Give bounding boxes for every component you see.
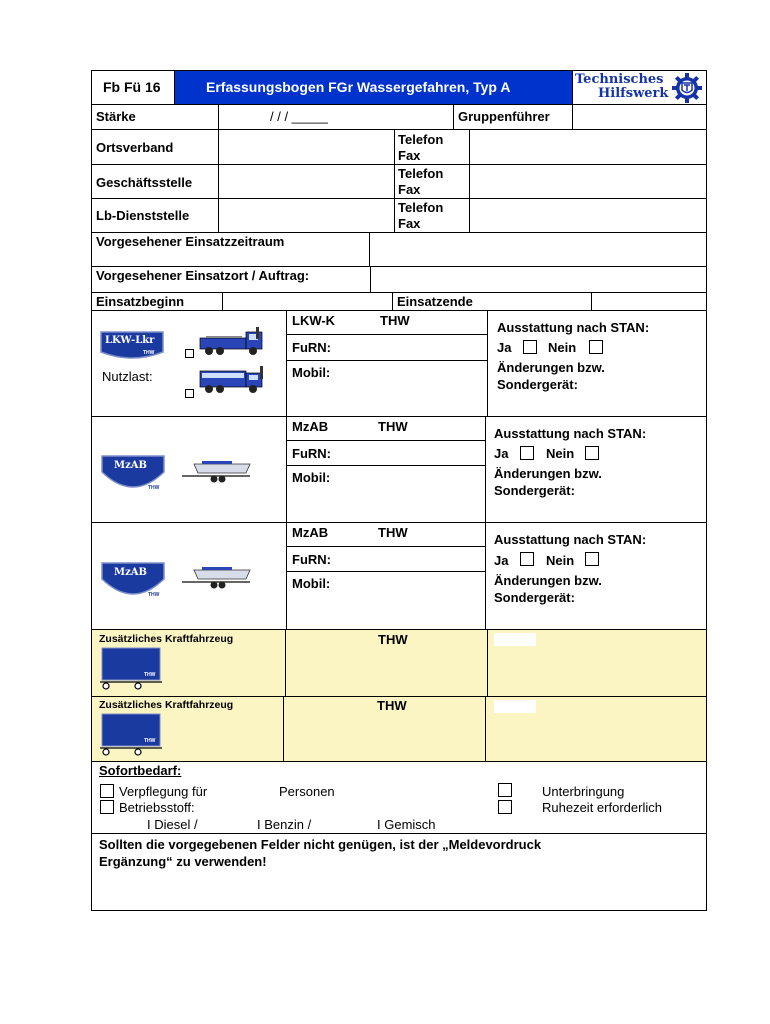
personen-label: Personen xyxy=(279,784,335,799)
truck-box-icon xyxy=(198,364,272,396)
mzab1-ja-label: Ja xyxy=(494,446,509,461)
staerke-slashes: / / / _____ xyxy=(270,109,328,124)
mzab1-org-label: THW xyxy=(378,419,408,434)
ortsverband-label: Ortsverband xyxy=(96,140,174,155)
logo-text-hilfswerk: Hilfswerk xyxy=(598,86,669,101)
ruhezeit-label: Ruhezeit erforderlich xyxy=(542,800,662,815)
lkw-aenderungen-label: Änderungen bzw. xyxy=(497,360,605,375)
ruhezeit-checkbox[interactable] xyxy=(498,800,512,814)
gemisch-option[interactable]: I Gemisch xyxy=(377,817,436,832)
nutzlast-label: Nutzlast: xyxy=(102,369,153,384)
mzab1-sondergeraet-label: Sondergerät: xyxy=(494,483,575,498)
thw-logo xyxy=(574,71,706,104)
mzab2-sondergeraet-label: Sondergerät: xyxy=(494,590,575,605)
extra-vehicle-2-label: Zusätzliches Kraftfahrzeug xyxy=(99,699,234,711)
mzab2-ja-label: Ja xyxy=(494,553,509,568)
lkw-nein-checkbox[interactable] xyxy=(589,340,603,354)
lkw-nein-label: Nein xyxy=(548,340,577,355)
mzab-badge-2-sub: THW xyxy=(148,592,160,598)
extra-vehicle-1-label: Zusätzliches Kraftfahrzeug xyxy=(99,633,234,645)
lkw-stan-label: Ausstattung nach STAN: xyxy=(497,320,650,335)
mzab2-ja-checkbox[interactable] xyxy=(520,552,534,566)
sofortbedarf-title: Sofortbedarf: xyxy=(99,763,182,778)
extra-vehicle-2-badge xyxy=(100,712,162,756)
extra-vehicle-2-input[interactable] xyxy=(494,700,536,713)
betriebsstoff-label: Betriebsstoff: xyxy=(119,800,195,815)
mzab2-type-label: MzAB xyxy=(292,525,329,540)
lb-dienststelle-label: Lb-Dienststelle xyxy=(96,208,190,223)
mzab-badge-1-text: MzAB xyxy=(114,460,147,471)
lkw-badge-sub: THW xyxy=(143,350,155,356)
boat-trailer-icon-2 xyxy=(180,564,254,590)
extra-vehicle-1-input[interactable] xyxy=(494,633,536,646)
diesel-option[interactable]: I Diesel / xyxy=(147,817,198,832)
mzab2-stan-label: Ausstattung nach STAN: xyxy=(494,532,647,547)
betriebsstoff-checkbox[interactable] xyxy=(100,800,114,814)
lkw-furn-label: FuRN: xyxy=(292,340,331,355)
mzab-badge-1-sub: THW xyxy=(148,485,160,491)
lkw-type-checkbox-2[interactable] xyxy=(185,389,194,398)
form-title: Erfassungsbogen FGr Wassergefahren, Typ A xyxy=(206,79,511,95)
lkw-mobil-label: Mobil: xyxy=(292,365,331,380)
truck-crane-icon xyxy=(198,326,272,358)
einsatzbeginn-label: Einsatzbeginn xyxy=(96,294,185,309)
ortsverband-phone-label: Telefon xyxy=(398,132,444,147)
footer-note-line2: Ergänzung“ zu verwenden! xyxy=(99,854,267,869)
footer-note-line1: Sollten die vorgegebenen Felder nicht genügen, ist der „Meldevordruck xyxy=(99,837,542,852)
mzab2-mobil-label: Mobil: xyxy=(292,576,331,591)
mzab1-nein-label: Nein xyxy=(546,446,575,461)
mzab1-nein-checkbox[interactable] xyxy=(585,446,599,460)
benzin-option[interactable]: I Benzin / xyxy=(257,817,312,832)
extra-vehicle-1-badge-sub: THW xyxy=(144,672,156,678)
einsatzende-label: Einsatzende xyxy=(397,294,473,309)
unterbringung-label: Unterbringung xyxy=(542,784,625,799)
geschaeftsstelle-label: Geschäftsstelle xyxy=(96,175,193,190)
extra-vehicle-2-org: THW xyxy=(377,698,407,713)
staerke-label: Stärke xyxy=(96,109,136,124)
mzab1-furn-label: FuRN: xyxy=(292,446,331,461)
einsatzort-label: Vorgesehener Einsatzort / Auftrag: xyxy=(96,268,310,283)
extra-vehicle-1-badge xyxy=(100,646,162,690)
lb-dienststelle-phone-label: Telefon xyxy=(398,200,444,215)
extra-vehicle-1-org: THW xyxy=(378,632,408,647)
gruppenfuehrer-label: Gruppenführer xyxy=(458,109,550,124)
lb-dienststelle-fax-label: Fax xyxy=(398,216,421,231)
mzab2-furn-label: FuRN: xyxy=(292,552,331,567)
mzab2-org-label: THW xyxy=(378,525,408,540)
extra-vehicle-2-badge-sub: THW xyxy=(144,738,156,744)
form-code: Fb Fü 16 xyxy=(103,79,161,95)
verpflegung-checkbox[interactable] xyxy=(100,784,114,798)
lkw-ja-checkbox[interactable] xyxy=(523,340,537,354)
unterbringung-checkbox[interactable] xyxy=(498,783,512,797)
mzab-badge-1 xyxy=(100,454,166,494)
mzab2-nein-label: Nein xyxy=(546,553,575,568)
lkw-badge xyxy=(99,330,165,362)
verpflegung-label: Verpflegung für xyxy=(119,784,208,799)
trailer-badge-1-shape xyxy=(100,646,162,690)
lkw-type-label: LKW-K xyxy=(292,313,336,328)
thw-cog-icon xyxy=(671,72,703,104)
mzab2-aenderungen-label: Änderungen bzw. xyxy=(494,573,602,588)
lkw-ja-label: Ja xyxy=(497,340,512,355)
logo-text-technisches: Technisches xyxy=(575,72,664,87)
mzab1-type-label: MzAB xyxy=(292,419,329,434)
mzab2-nein-checkbox[interactable] xyxy=(585,552,599,566)
lkw-sondergeraet-label: Sondergerät: xyxy=(497,377,578,392)
mzab1-mobil-label: Mobil: xyxy=(292,470,331,485)
mzab1-stan-label: Ausstattung nach STAN: xyxy=(494,426,647,441)
mzab1-ja-checkbox[interactable] xyxy=(520,446,534,460)
lkw-type-checkbox-1[interactable] xyxy=(185,349,194,358)
lkw-org-label: THW xyxy=(380,313,410,328)
lkw-badge-text: LKW-Lkr xyxy=(105,335,155,346)
mzab1-aenderungen-label: Änderungen bzw. xyxy=(494,466,602,481)
trailer-badge-2-shape xyxy=(100,712,162,756)
ortsverband-fax-label: Fax xyxy=(398,148,421,163)
geschaeftsstelle-phone-label: Telefon xyxy=(398,166,444,181)
boat-trailer-icon xyxy=(180,458,254,484)
geschaeftsstelle-fax-label: Fax xyxy=(398,182,421,197)
einsatzzeitraum-label: Vorgesehener Einsatzzeitraum xyxy=(96,234,285,249)
mzab-badge-2 xyxy=(100,561,166,601)
mzab-badge-2-text: MzAB xyxy=(114,567,147,578)
